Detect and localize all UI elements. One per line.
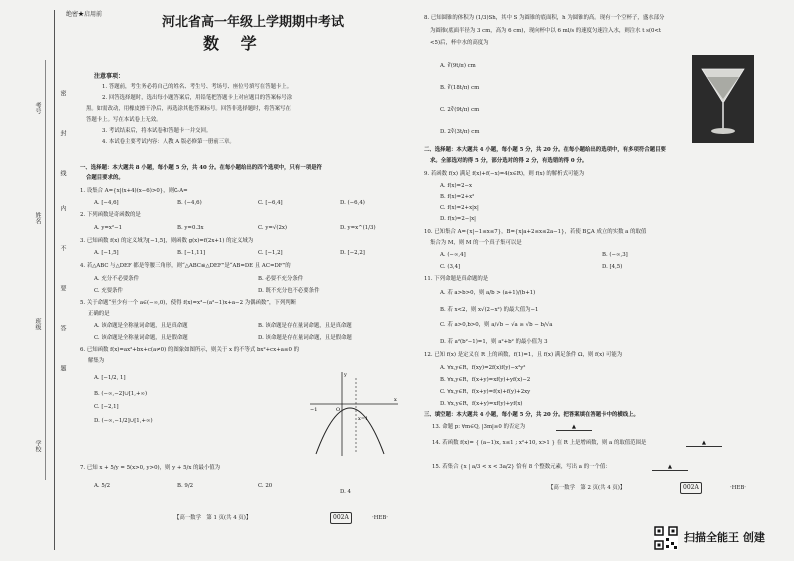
section2-heading-2: 求。全部选对的得 5 分，部分选对的得 2 分，有选错的得 0 分。 <box>430 158 588 164</box>
q8-stem-2: 为圆锥(底面半径为 3 cm，高为 6 cm)，现向杯中以 6 ml/s 的速度匀速注入水，则注水 t s(0<t <box>430 28 662 34</box>
footer-right-heb: ·HEB· <box>730 485 747 491</box>
q13-stem: 13. 命题 p: ∀m∈Q, |3m|≥0 的否定为 <box>432 424 526 430</box>
graph-x-label: x <box>394 397 397 403</box>
side-label-da: 答 <box>59 325 66 331</box>
q9-option-b: B. f(x)=2+x² <box>440 194 475 200</box>
graph-axis-label: x=1 <box>358 416 369 422</box>
q5-option-d: D. 该命题是存在量词命题，且是假命题 <box>258 335 352 341</box>
q6-option-d: D. (−∞,−1/2]∪[1,+∞) <box>94 418 153 424</box>
q2-option-d: D. y=x^(1/3) <box>340 225 376 231</box>
q4-option-b: B. 必要不充分条件 <box>258 276 304 282</box>
cone-cup-icon <box>692 55 754 143</box>
graph-y-label: y <box>344 372 347 378</box>
q3-option-a: A. [−1,5] <box>94 250 119 256</box>
side-label-nei: 内 <box>59 205 66 211</box>
footer-left-code: 002A <box>330 512 352 524</box>
q4-option-c: C. 充要条件 <box>94 288 123 294</box>
q5-option-a: A. 该命题是全称量词命题，且是真命题 <box>94 323 188 329</box>
q1-stem: 1. 设集合 A={x|(x+4)(x−6)>0}，则∁ᵣA= <box>80 188 188 194</box>
side-label-banji: 班级 <box>34 318 41 330</box>
q5-option-c: C. 该命题是全称量词命题，且是假命题 <box>94 335 188 341</box>
graph-neg-label: −1 <box>310 407 318 413</box>
q1-option-a: A. [−4,6] <box>94 200 119 206</box>
q12-stem: 12. 已知 f(x) 是定义在 R 上的函数，f(1)=1，且 f(x) 满足条件 Ω，则 f(x) 可能为 <box>424 352 623 358</box>
q12-option-b: B. ∀x,y∈R，f(x+y)=xf(y)+yf(x)−2 <box>440 377 531 383</box>
q2-stem: 2. 下列函数是奇函数的是 <box>80 212 141 218</box>
q6-option-a: A. [−1/2, 1] <box>94 375 126 381</box>
q9-option-a: A. f(x)=2−x <box>440 183 473 189</box>
notes-line: 3. 考试结束后，将本试卷和答题卡一并交回。 <box>102 128 212 134</box>
q4-option-a: A. 充分不必要条件 <box>94 276 140 282</box>
q10-stem: 10. 已知集合 A={x|−1≤x≤7}，B={x|a+2≤x≤2a−1}，若使 B⊆A 成立的实数 a 的取值 <box>424 229 647 235</box>
q13-blank: ▲ <box>556 425 592 431</box>
notes-line: 4. 本试卷主要考试内容：人教 A 版必修第一册前三章。 <box>102 139 235 145</box>
notes-line: 答题卡上。写在本试卷上无效。 <box>86 117 162 123</box>
q11-option-b: B. 若 x<2，则 x√(2−x²) 的最大值为−1 <box>440 307 539 313</box>
q12-option-a: A. ∀x,y∈R，f(xy)=2f(x)f(y)−x²y² <box>440 365 526 371</box>
secret-label: 绝密★启用前 <box>66 11 103 18</box>
q8-option-a: A. ∛(9t/π) cm <box>440 63 476 69</box>
q3-option-d: D. [−2,2] <box>340 250 365 256</box>
q10-stem-2: 集合为 M，则 M 的一个真子集可以是 <box>430 240 522 246</box>
side-label-xian: 线 <box>59 170 66 176</box>
q1-option-b: B. (−4,6) <box>177 200 202 206</box>
side-label-kaohao: 考号 <box>34 102 41 114</box>
q8-option-b: B. ∛(18t/π) cm <box>440 85 480 91</box>
q5-option-b: B. 该命题是存在量词命题，且是真命题 <box>258 323 352 329</box>
q10-option-c: C. (3,4] <box>440 264 461 270</box>
side-label-ti: 题 <box>59 365 66 371</box>
q8-option-c: C. 2∛(9t/π) cm <box>440 107 480 113</box>
section3-heading: 三、填空题：本大题共 4 小题，每小题 5 分，共 20 分。把答案填在答题卡中的横线上。 <box>424 412 639 418</box>
q11-option-c: C. 若 a>0,b>0，则 a/√b − √a ≥ √b − b/√a <box>440 322 553 328</box>
q9-stem: 9. 若函数 f(x) 满足 f(x)+f(−x)=4(x∈R)，则 f(x) 的解析式可能为 <box>424 171 585 177</box>
q14-stem: 14. 若函数 f(x)= { (a−1)x, x≤1 ; x²+10, x>1 } 在 R 上是增函数，则 a 的取值范围是 <box>432 440 647 446</box>
q4-option-d: D. 既不充分也不必要条件 <box>258 288 320 294</box>
q5-stem: 5. 关于命题“至少有一个 a∈(−∞,0)，使得 f(x)=x³−(a²−1)x+a−2 为偶函数”，下列判断 <box>80 300 296 306</box>
side-label-xuexiao: 学校 <box>34 440 41 452</box>
q8-stem: 8. 已知圆锥的体积为 (1/3)Sh，其中 S 为圆锥的底面积，h 为圆锥的高。现有一个空杯子，盛水部分 <box>424 15 665 21</box>
side-label-xingming: 姓名 <box>34 212 41 224</box>
q11-option-d: D. 若 a²(b²−1)=1，则 a²+b² 的最小值为 3 <box>440 339 548 345</box>
q5-stem-2: 正确的是 <box>88 311 110 317</box>
q2-option-c: C. y=√(2x) <box>258 225 288 231</box>
q6-parabola-graph <box>306 368 402 460</box>
section1-heading: 一、选择题：本大题共 8 小题，每小题 5 分，共 40 分。在每小题给出的四个选项中，只有一项是符 <box>80 165 322 171</box>
q11-option-a: A. 若 a>b>0，则 a/b > (a+1)/(b+1) <box>440 290 536 296</box>
section2-heading: 二、选择题：本大题共 4 小题，每小题 5 分，共 20 分。在每小题给出的选项中，有多项符合题目要 <box>424 147 666 153</box>
q7-option-d: D. 4 <box>340 489 351 495</box>
q14-blank: ▲ <box>686 441 722 447</box>
q1-option-d: D. (−6,4) <box>340 200 365 206</box>
q15-stem: 15. 若集合 {x | a/3 < x < 3a/2} 恰有 8 个整数元素，写出 a 的一个值： <box>432 464 611 470</box>
q11-stem: 11. 下列命题是真命题的是 <box>424 276 489 282</box>
side-label-mi: 密 <box>59 90 66 96</box>
q8-option-d: D. 2∛(3t/π) cm <box>440 129 480 135</box>
q10-option-a: A. (−∞,4] <box>440 252 466 258</box>
footer-right-label: 【高一数学 第 2 页(共 4 页)】 <box>548 485 626 491</box>
footer-right-code: 002A <box>680 482 702 494</box>
notes-heading: 注意事项： <box>94 73 125 80</box>
q12-option-d: D. ∀x,y∈R，f(x+y)=xf(y)+yf(x) <box>440 401 523 407</box>
exam-title: 河北省高一年级上学期期中考试 <box>162 15 345 30</box>
q1-option-c: C. [−6,4] <box>258 200 283 206</box>
q10-option-b: B. (−∞,3] <box>602 252 628 258</box>
footer-left-label: 【高一数学 第 1 页(共 4 页)】 <box>174 515 252 521</box>
q7-option-c: C. 20 <box>258 483 273 489</box>
q15-blank: ▲ <box>652 465 688 471</box>
side-label-yao: 要 <box>59 285 66 291</box>
section1-heading-2: 合题目要求的。 <box>86 175 124 181</box>
subject-title: 数 学 <box>203 34 265 53</box>
watermark-text: 扫描全能王 创建 <box>684 531 765 544</box>
notes-line: 2. 回答选择题时，选出每小题答案后，用铅笔把答题卡上对应题目的答案标号涂 <box>102 95 293 101</box>
q6-option-c: C. [−2,1] <box>94 404 119 410</box>
q9-option-c: C. f(x)=2+x|x| <box>440 205 479 211</box>
notes-line: 1. 答题前，考生务必将自己的姓名、考生号、考场号、座位号填写在答题卡上。 <box>102 84 293 90</box>
q7-stem: 7. 已知 x + 5/y = 5(x>0, y>0)，则 y + 5/x 的最小值为 <box>80 465 221 471</box>
q3-option-c: C. [−1,2] <box>258 250 283 256</box>
q3-stem: 3. 已知函数 f(x) 的定义域为[−1,5]，则函数 g(x)=f(2x+1) 的定义域为 <box>80 238 254 244</box>
qr-code-icon <box>654 526 678 550</box>
graph-parabola <box>316 408 384 454</box>
notes-line: 黑。如需改动，用橡皮擦干净后，再选涂其他答案标号。回答非选择题时，将答案写在 <box>86 106 291 112</box>
q9-option-d: D. f(x)=2−|x| <box>440 216 476 222</box>
footer-left-heb: ·HEB· <box>372 515 389 521</box>
q8-stem-3: <5)后，杯中水的高度为 <box>430 40 489 46</box>
name-underline <box>45 60 46 480</box>
graph-origin-label: O <box>336 407 341 413</box>
q3-option-b: B. [−1,11] <box>177 250 206 256</box>
q2-option-a: A. y=x²−1 <box>94 225 123 231</box>
q7-option-b: B. 9/2 <box>177 483 194 489</box>
side-label-feng: 封 <box>59 130 66 136</box>
q2-option-b: B. y=0.3x <box>177 225 204 231</box>
q7-option-a: A. 5/2 <box>94 483 110 489</box>
cup-photo <box>692 55 754 143</box>
binding-line <box>54 10 55 550</box>
q6-option-b: B. (−∞,−2]∪[1,+∞) <box>94 391 148 397</box>
q12-option-c: C. ∀x,y∈R，f(x+y)=f(x)+f(y)+2xy <box>440 389 531 395</box>
q6-stem-2: 解集为 <box>88 358 105 364</box>
side-label-bu: 不 <box>59 245 66 251</box>
q10-option-d: D. [4,5) <box>602 264 623 270</box>
q4-stem: 4. 若△ABC 与△DEF 都是等腰三角形，则“△ABC≌△DEF”是“AB=DE 且 AC=DF”的 <box>80 263 291 269</box>
q6-stem: 6. 已知函数 f(x)=ax²+bx+c(a≠0) 的图象如图所示，则关于 x 的不等式 bx²+cx+a≤0 的 <box>80 347 299 353</box>
